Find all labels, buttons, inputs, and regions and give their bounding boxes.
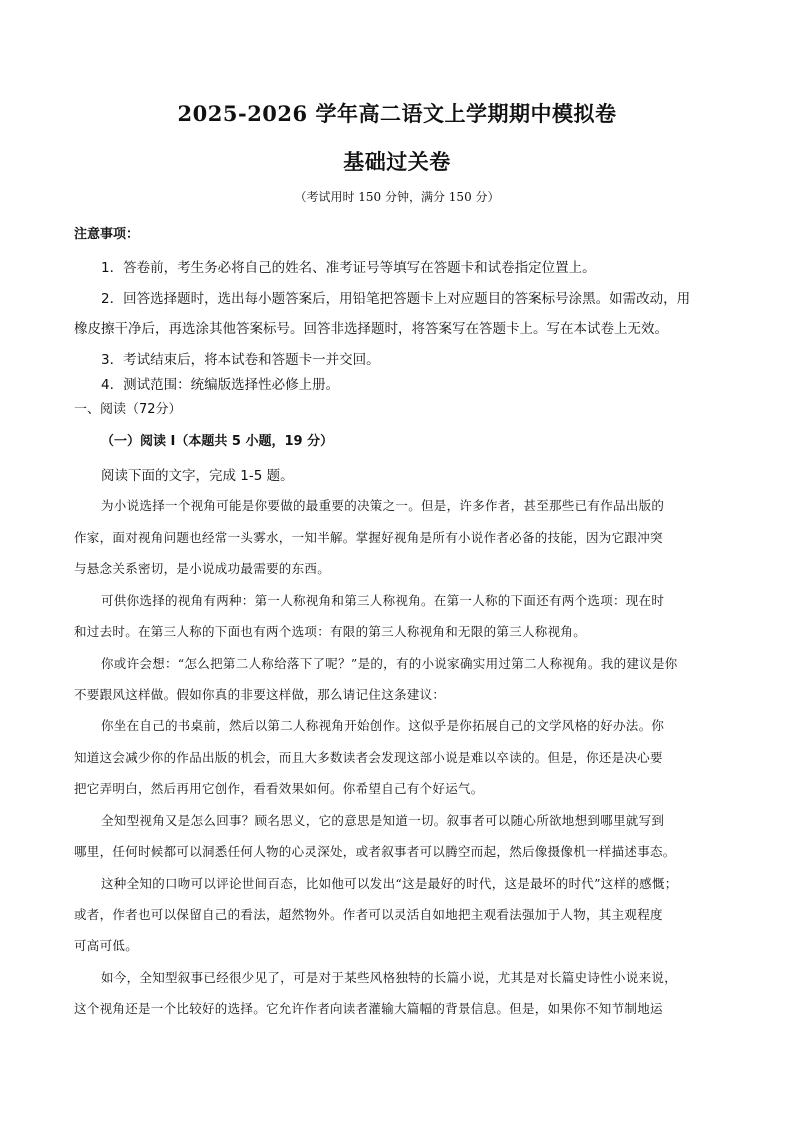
passage-line: 这个视角还是一个比较好的选择。它允许作者向读者灌输大篇幅的背景信息。但是，如果你不知节制地运 — [74, 1001, 663, 1016]
passage-line: 哪里，任何时候都可以洞悉任何人物的心灵深处，或者叙事者可以腾空而起，然后像摄像机一样描述事态。 — [74, 844, 676, 859]
exam-title: 2025-2026 学年高二语文上学期期中模拟卷 — [177, 101, 617, 126]
passage-line: 可供你选择的视角有两种：第一人称视角和第三人称视角。在第一人称的下面还有两个选项：现在时 — [101, 593, 665, 608]
passage-line: 你坐在自己的书桌前，然后以第二人称视角开始创作。这似乎是你拓展自己的文学风格的好办法。你 — [101, 718, 665, 733]
exam-time-note: （考试用时 150 分钟，满分 150 分） — [294, 190, 500, 204]
notice-heading: 注意事项： — [74, 227, 140, 242]
notice-line-1: 1．答卷前，考生务必将自己的姓名、准考证号等填写在答题卡和试卷指定位置上。 — [101, 260, 596, 276]
notice-line-3: 橡皮擦干净后，再选涂其他答案标号。回答非选择题时，将答案写在答题卡上。写在本试卷上无效。 — [74, 321, 668, 337]
passage-line: 把它弄明白，然后再用它创作，看看效果如何。你希望自己有个好运气。 — [74, 781, 484, 796]
reading-instruction: 阅读下面的文字，完成 1-5 题。 — [101, 468, 294, 484]
passage-line: 如今，全知型叙事已经很少见了，可是对于某些风格独特的长篇小说，尤其是对长篇史诗性小说来说， — [101, 970, 678, 985]
passage-line: 作家，面对视角问题也经常一头雾水，一知半解。掌握好视角是所有小说作者必备的技能，因为它跟冲突 — [74, 530, 663, 545]
notice-line-4: 3．考试结束后，将本试卷和答题卡一并交回。 — [101, 352, 380, 368]
passage-line: 与悬念关系密切，是小说成功最需要的东西。 — [74, 561, 331, 576]
notice-line-5: 4．测试范围：统编版选择性必修上册。 — [101, 377, 340, 393]
passage-line: 知道这会减少你的作品出版的机会，而且大多数读者会发现这部小说是难以卒读的。但是，你还是决心要 — [74, 750, 663, 765]
passage-line: 或者，作者也可以保留自己的看法，超然物外。作者可以灵活自如地把主观看法强加于人物，其主观程度 — [74, 907, 663, 922]
section-title: 一、阅读（72分） — [74, 402, 182, 417]
passage-line: 不要跟风这样做。假如你真的非要这样做，那么请记住这条建议： — [74, 687, 446, 702]
passage-line: 全知型视角又是怎么回事？顾名思义，它的意思是知道一切。叙事者可以随心所欲地想到哪里就写到 — [101, 813, 665, 828]
passage-line: 这种全知的口吻可以评论世间百态，比如他可以发出“这是最好的时代，这是最坏的时代”这样的感慨； — [101, 876, 678, 891]
passage-line: 和过去时。在第三人称的下面也有两个选项：有限的第三人称视角和无限的第三人称视角。 — [74, 624, 587, 639]
passage-line: 可高可低。 — [74, 938, 139, 953]
notice-line-2: 2．回答选择题时，选出每小题答案后，用铅笔把答题卡上对应题目的答案标号涂黑。如需改动，用 — [101, 291, 691, 307]
passage-line: 你或许会想：“怎么把第二人称给落下了呢？”是的，有的小说家确实用过第二人称视角。我的建议是你 — [101, 656, 678, 671]
exam-subtitle: 基础过关卷 — [343, 149, 451, 174]
subsection-title: （一）阅读 I（本题共 5 小题，19 分） — [101, 434, 334, 449]
passage-line: 为小说选择一个视角可能是你要做的最重要的决策之一。但是，许多作者，甚至那些已有作品出版的 — [101, 498, 665, 513]
